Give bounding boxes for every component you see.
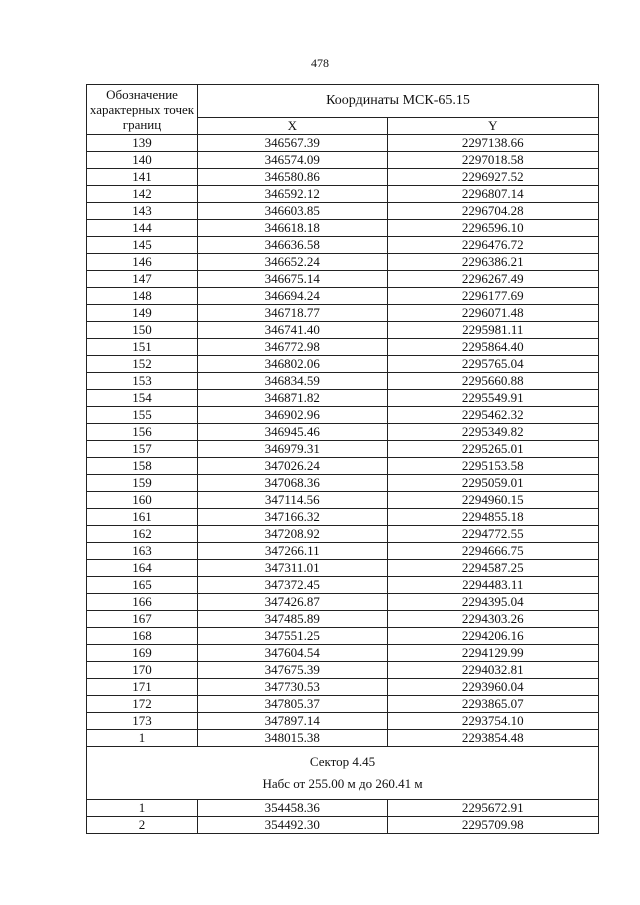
x-cell: 346834.59	[198, 373, 388, 390]
x-header: X	[198, 118, 388, 135]
table-row	[87, 424, 599, 441]
point-id-cell: 152	[87, 356, 198, 373]
point-id-cell: 164	[87, 560, 198, 577]
y-cell: 2294395.04	[387, 594, 598, 611]
x-cell: 346580.86	[198, 169, 388, 186]
x-cell: 347485.89	[198, 611, 388, 628]
y-cell: 2294483.11	[387, 577, 598, 594]
table-row	[87, 458, 599, 475]
point-id-cell: 145	[87, 237, 198, 254]
point-id-cell: 156	[87, 424, 198, 441]
table-row	[87, 356, 599, 373]
table-row	[87, 339, 599, 356]
y-cell: 2296071.48	[387, 305, 598, 322]
y-cell: 2295765.04	[387, 356, 598, 373]
table-row	[87, 645, 599, 662]
table-row	[87, 594, 599, 611]
x-cell: 347551.25	[198, 628, 388, 645]
y-cell: 2297138.66	[387, 135, 598, 152]
table-row	[87, 220, 599, 237]
y-cell: 2295660.88	[387, 373, 598, 390]
y-cell: 2296704.28	[387, 203, 598, 220]
y-cell: 2296476.72	[387, 237, 598, 254]
y-cell: 2296596.10	[387, 220, 598, 237]
y-cell: 2294129.99	[387, 645, 598, 662]
coordinates-body	[87, 135, 599, 747]
point-id-cell: 173	[87, 713, 198, 730]
table-row	[87, 475, 599, 492]
point-id-cell: 166	[87, 594, 198, 611]
section-coordinates-body	[87, 800, 599, 834]
x-cell: 347372.45	[198, 577, 388, 594]
table-row	[87, 492, 599, 509]
y-cell: 2295709.98	[387, 817, 598, 834]
y-cell: 2295349.82	[387, 424, 598, 441]
x-cell: 346694.24	[198, 288, 388, 305]
x-cell: 346592.12	[198, 186, 388, 203]
table-row	[87, 203, 599, 220]
y-cell: 2295981.11	[387, 322, 598, 339]
point-id-cell: 148	[87, 288, 198, 305]
y-cell: 2294960.15	[387, 492, 598, 509]
x-cell: 346652.24	[198, 254, 388, 271]
x-cell: 346618.18	[198, 220, 388, 237]
y-cell: 2295462.32	[387, 407, 598, 424]
point-id-cell: 153	[87, 373, 198, 390]
point-id-cell: 143	[87, 203, 198, 220]
x-cell: 346636.58	[198, 237, 388, 254]
point-id-cell: 162	[87, 526, 198, 543]
y-cell: 2296177.69	[387, 288, 598, 305]
table-row	[87, 611, 599, 628]
table-row	[87, 407, 599, 424]
x-cell: 346802.06	[198, 356, 388, 373]
x-cell: 347426.87	[198, 594, 388, 611]
point-id-cell: 170	[87, 662, 198, 679]
y-cell: 2294587.25	[387, 560, 598, 577]
y-cell: 2295864.40	[387, 339, 598, 356]
point-id-cell: 1	[87, 800, 198, 817]
table-row	[87, 322, 599, 339]
y-cell: 2295265.01	[387, 441, 598, 458]
y-cell: 2296807.14	[387, 186, 598, 203]
table-row	[87, 543, 599, 560]
y-cell: 2294855.18	[387, 509, 598, 526]
x-cell: 347026.24	[198, 458, 388, 475]
table-row	[87, 305, 599, 322]
x-cell: 347068.36	[198, 475, 388, 492]
x-cell: 347897.14	[198, 713, 388, 730]
y-header: Y	[387, 118, 598, 135]
point-id-cell: 157	[87, 441, 198, 458]
y-cell: 2295153.58	[387, 458, 598, 475]
point-id-cell: 167	[87, 611, 198, 628]
table-row	[87, 577, 599, 594]
table-row	[87, 441, 599, 458]
point-id-cell: 142	[87, 186, 198, 203]
table-row	[87, 271, 599, 288]
table-row	[87, 696, 599, 713]
point-id-cell: 172	[87, 696, 198, 713]
point-id-cell: 169	[87, 645, 198, 662]
x-cell: 347730.53	[198, 679, 388, 696]
table-row	[87, 186, 599, 203]
x-cell: 347675.39	[198, 662, 388, 679]
table-row	[87, 254, 599, 271]
table-row	[87, 817, 599, 834]
table-row	[87, 560, 599, 577]
point-id-cell: 165	[87, 577, 198, 594]
point-id-cell: 151	[87, 339, 198, 356]
table-row	[87, 390, 599, 407]
y-cell: 2293960.04	[387, 679, 598, 696]
x-cell: 347604.54	[198, 645, 388, 662]
y-cell: 2294666.75	[387, 543, 598, 560]
page-number: 478	[311, 56, 329, 70]
point-id-cell: 158	[87, 458, 198, 475]
table-row	[87, 526, 599, 543]
point-label-header: Обозначение характерных точек границ	[87, 85, 198, 135]
point-id-cell: 160	[87, 492, 198, 509]
point-id-cell: 163	[87, 543, 198, 560]
table-row	[87, 169, 599, 186]
table-row	[87, 237, 599, 254]
section-title: Сектор 4.45	[309, 754, 376, 769]
table-row	[87, 713, 599, 730]
point-id-cell: 159	[87, 475, 198, 492]
x-cell: 346979.31	[198, 441, 388, 458]
x-cell: 346574.09	[198, 152, 388, 169]
coords-title-header: Координаты МСК-65.15	[198, 85, 599, 118]
x-cell: 354492.30	[198, 817, 388, 834]
point-id-cell: 150	[87, 322, 198, 339]
section-subtitle: Набс от 255.00 м до 260.41 м	[262, 776, 423, 791]
point-id-cell: 171	[87, 679, 198, 696]
y-cell: 2295549.91	[387, 390, 598, 407]
x-cell: 354458.36	[198, 800, 388, 817]
x-cell: 346718.77	[198, 305, 388, 322]
point-id-cell: 154	[87, 390, 198, 407]
table-row	[87, 135, 599, 152]
section-header	[87, 747, 599, 800]
table-row	[87, 628, 599, 645]
x-cell: 346772.98	[198, 339, 388, 356]
table-row	[87, 662, 599, 679]
x-cell: 346871.82	[198, 390, 388, 407]
point-id-cell: 141	[87, 169, 198, 186]
x-cell: 347311.01	[198, 560, 388, 577]
y-cell: 2296386.21	[387, 254, 598, 271]
x-cell: 346741.40	[198, 322, 388, 339]
table-row	[87, 730, 599, 747]
point-id-cell: 144	[87, 220, 198, 237]
y-cell: 2294206.16	[387, 628, 598, 645]
x-cell: 348015.38	[198, 730, 388, 747]
y-cell: 2295672.91	[387, 800, 598, 817]
table-row	[87, 152, 599, 169]
y-cell: 2294772.55	[387, 526, 598, 543]
x-cell: 346945.46	[198, 424, 388, 441]
x-cell: 346902.96	[198, 407, 388, 424]
y-cell: 2297018.58	[387, 152, 598, 169]
table-row	[87, 288, 599, 305]
section-body	[87, 747, 599, 800]
x-cell: 347266.11	[198, 543, 388, 560]
x-cell: 347114.56	[198, 492, 388, 509]
table-row	[87, 373, 599, 390]
y-cell: 2293854.48	[387, 730, 598, 747]
point-id-cell: 140	[87, 152, 198, 169]
point-id-cell: 1	[87, 730, 198, 747]
point-id-cell: 155	[87, 407, 198, 424]
y-cell: 2296927.52	[387, 169, 598, 186]
x-cell: 346675.14	[198, 271, 388, 288]
x-cell: 347805.37	[198, 696, 388, 713]
y-cell: 2293754.10	[387, 713, 598, 730]
table-row	[87, 679, 599, 696]
table-row	[87, 509, 599, 526]
y-cell: 2294032.81	[387, 662, 598, 679]
x-cell: 347166.32	[198, 509, 388, 526]
point-id-cell: 139	[87, 135, 198, 152]
x-cell: 346603.85	[198, 203, 388, 220]
point-id-cell: 2	[87, 817, 198, 834]
point-id-cell: 146	[87, 254, 198, 271]
y-cell: 2296267.49	[387, 271, 598, 288]
x-cell: 346567.39	[198, 135, 388, 152]
point-id-cell: 168	[87, 628, 198, 645]
y-cell: 2293865.07	[387, 696, 598, 713]
point-id-cell: 147	[87, 271, 198, 288]
coordinates-table	[86, 84, 599, 834]
x-cell: 347208.92	[198, 526, 388, 543]
y-cell: 2295059.01	[387, 475, 598, 492]
table-row	[87, 800, 599, 817]
y-cell: 2294303.26	[387, 611, 598, 628]
point-id-cell: 149	[87, 305, 198, 322]
point-id-cell: 161	[87, 509, 198, 526]
